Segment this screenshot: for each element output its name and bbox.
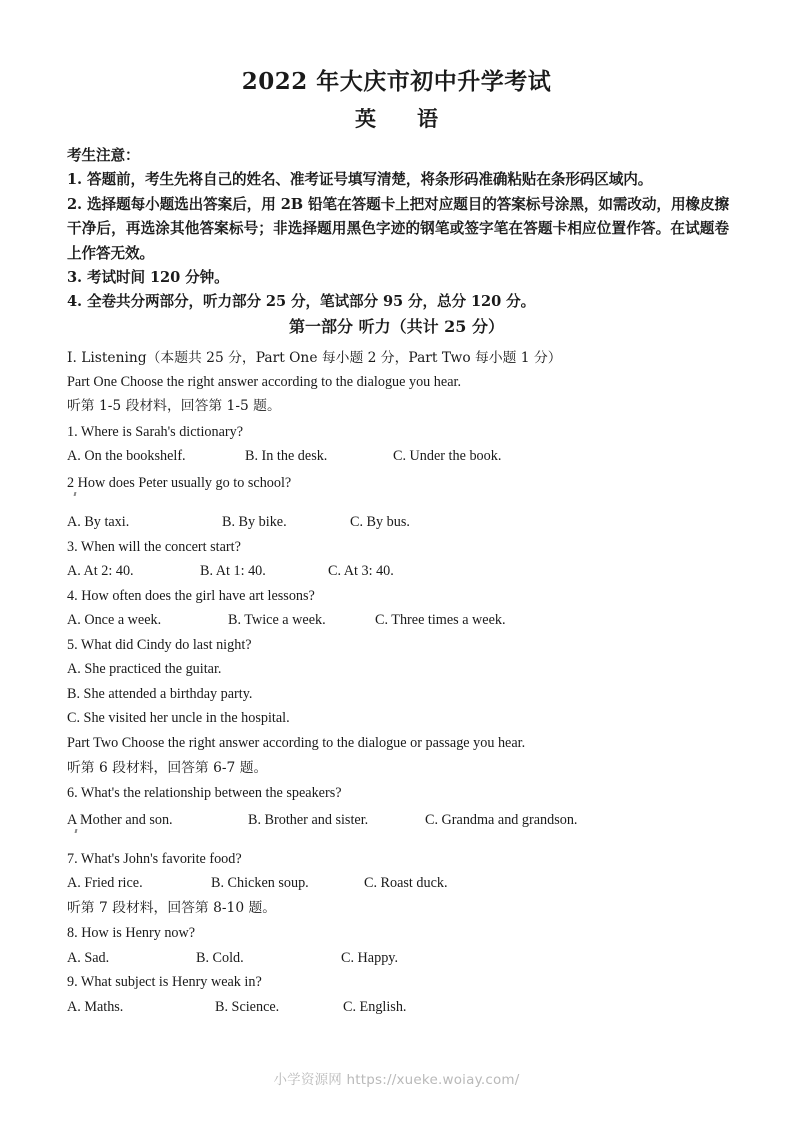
- question-1-option-b[interactable]: B. In the desk.: [245, 448, 328, 464]
- scan-speck-artifact: [74, 492, 77, 496]
- part-two-direction-6-7: 听第 6 段材料，回答第 6-7 题。: [67, 760, 268, 776]
- notice-heading: 考生注意：: [67, 147, 140, 164]
- question-3-option-b[interactable]: B. At 1: 40.: [200, 563, 266, 579]
- question-3-stem: 3. When will the concert start?: [67, 539, 241, 555]
- question-5-stem: 5. What did Cindy do last night?: [67, 637, 252, 653]
- section-heading-part-one: 第一部分 听力（共计 25 分）: [289, 317, 504, 336]
- question-9-stem: 9. What subject is Henry weak in?: [67, 974, 262, 990]
- question-6-stem: 6. What's the relationship between the speakers?: [67, 785, 342, 801]
- question-8-option-a[interactable]: A. Sad.: [67, 950, 110, 966]
- question-7-option-a[interactable]: A. Fried rice.: [67, 875, 143, 891]
- question-2-option-a[interactable]: A. By taxi.: [67, 514, 130, 530]
- site-watermark: 小学资源网 https://xueke.woiay.com/: [273, 1072, 520, 1088]
- subject-title: 英 语: [355, 106, 448, 131]
- question-8-option-b[interactable]: B. Cold.: [196, 950, 244, 966]
- question-2-option-b[interactable]: B. By bike.: [222, 514, 287, 530]
- notice-item-2: 2. 选择题每小题选出答案后，用 2B 铅笔在答题卡上把对应题目的答案标号涂黑，如需改动，用橡皮擦干净后，再选涂其他答案标号；非选择题用黑色字迹的钢笔或签字笔在答题卡相应位置作答。在试题卷上作答无效。: [67, 195, 729, 262]
- question-9-option-a[interactable]: A. Maths.: [67, 999, 124, 1015]
- question-4-stem: 4. How often does the girl have art lessons?: [67, 588, 315, 604]
- question-2-options: [0, 513, 793, 533]
- notice-item-3: 3. 考试时间 120 分钟。: [67, 269, 229, 287]
- question-2-stem: 2 How does Peter usually go to school?: [67, 475, 292, 491]
- question-1-stem: 1. Where is Sarah's dictionary?: [67, 424, 244, 440]
- question-8-options: [0, 949, 793, 969]
- question-5-option-a[interactable]: A. She practiced the guitar.: [67, 661, 222, 677]
- question-9-options: [0, 998, 793, 1018]
- question-3-option-c[interactable]: C. At 3: 40.: [328, 563, 394, 579]
- part-one-instruction: Part One Choose the right answer according to the dialogue you hear.: [67, 374, 461, 390]
- question-9-option-b[interactable]: B. Science.: [215, 999, 280, 1015]
- question-3-options: [0, 562, 793, 582]
- question-4-option-b[interactable]: B. Twice a week.: [228, 612, 326, 628]
- question-4-option-a[interactable]: A. Once a week.: [67, 612, 162, 628]
- question-2-option-c[interactable]: C. By bus.: [350, 514, 410, 530]
- question-1-option-a[interactable]: A. On the bookshelf.: [67, 448, 186, 464]
- question-4-options: [0, 611, 793, 631]
- notice-item-4: 4. 全卷共分两部分，听力部分 25 分，笔试部分 95 分，总分 120 分。: [67, 293, 536, 311]
- scan-speck-artifact: [75, 829, 78, 833]
- part-two-direction-8-10: 听第 7 段材料，回答第 8-10 题。: [67, 900, 277, 916]
- question-6-option-a[interactable]: A Mother and son.: [67, 812, 173, 828]
- candidate-notice: [67, 144, 729, 315]
- question-3-option-a[interactable]: A. At 2: 40.: [67, 563, 134, 579]
- question-5-option-c[interactable]: C. She visited her uncle in the hospital.: [67, 710, 290, 726]
- question-5-option-b[interactable]: B. She attended a birthday party.: [67, 686, 253, 702]
- question-1-options: [0, 447, 793, 467]
- question-7-options: [0, 874, 793, 894]
- question-7-option-c[interactable]: C. Roast duck.: [364, 875, 448, 891]
- question-6-options: [0, 811, 793, 831]
- question-8-option-c[interactable]: C. Happy.: [341, 950, 399, 966]
- part-one-direction: 听第 1-5 段材料，回答第 1-5 题。: [67, 398, 281, 414]
- question-9-option-c[interactable]: C. English.: [343, 999, 407, 1015]
- question-6-option-b[interactable]: B. Brother and sister.: [248, 812, 369, 828]
- notice-item-1: 1. 答题前，考生先将自己的姓名、准考证号填写清楚，将条形码准确粘贴在条形码区域内。: [67, 171, 653, 189]
- question-8-stem: 8. How is Henry now?: [67, 925, 196, 941]
- listening-intro: I. Listening（本题共 25 分，Part One 每小题 2 分，Part Two 每小题 1 分）: [67, 350, 562, 366]
- question-1-option-c[interactable]: C. Under the book.: [393, 448, 502, 464]
- question-7-option-b[interactable]: B. Chicken soup.: [211, 875, 309, 891]
- question-6-option-c[interactable]: C. Grandma and grandson.: [425, 812, 578, 828]
- page-title: 2022 年大庆市初中升学考试: [241, 68, 552, 95]
- question-4-option-c[interactable]: C. Three times a week.: [375, 612, 506, 628]
- question-7-stem: 7. What's John's favorite food?: [67, 851, 242, 867]
- part-two-instruction: Part Two Choose the right answer according to the dialogue or passage you hear.: [67, 735, 526, 751]
